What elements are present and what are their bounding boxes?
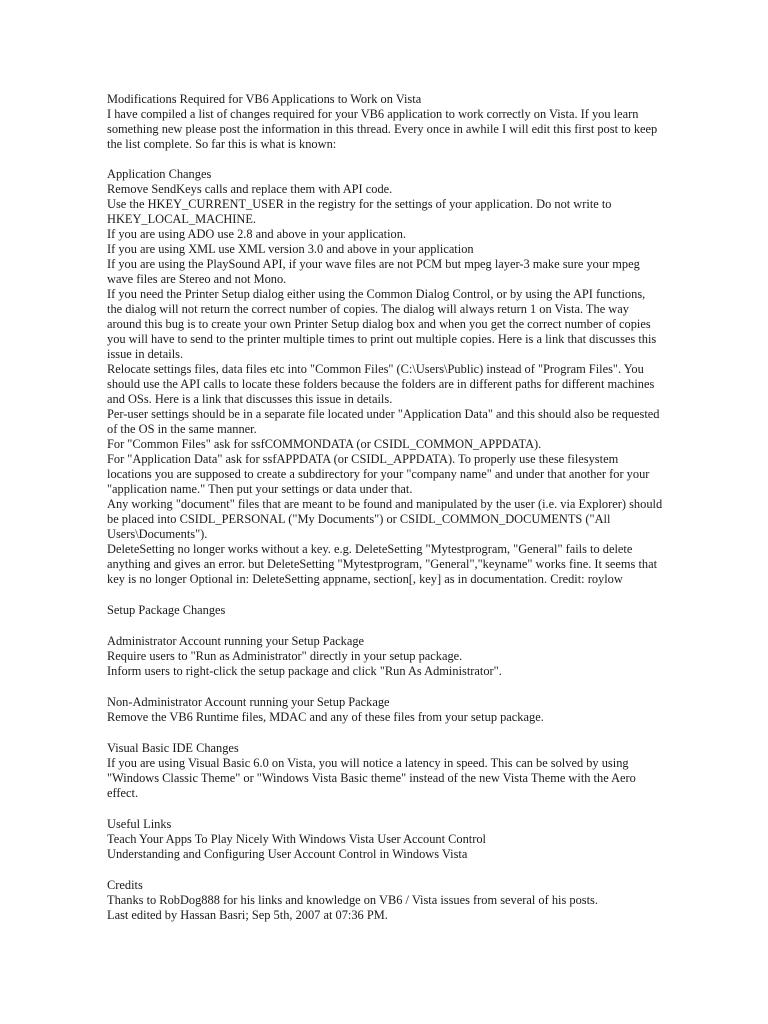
app-change-item: For "Common Files" ask for ssfCOMMONDATA (or CSIDL_COMMON_APPDATA).	[107, 437, 542, 451]
spacer	[107, 679, 663, 695]
app-change-item: Relocate settings files, data files etc into "Common Files" (C:\Users\Public) instead of "Program Files". You should use the API calls to locate these folders because the folders are in different paths for different machines and OSs. Here is a link that discusses this issue in details.	[107, 362, 658, 406]
app-change-item: If you are using the PlaySound API, if your wave files are not PCM but mpeg layer-3 make sure your mpeg wave files are Stereo and not Mono.	[107, 257, 643, 286]
spacer	[107, 618, 663, 634]
document-title: Modifications Required for VB6 Applications to Work on Vista	[107, 92, 422, 106]
app-change-item: DeleteSetting no longer works without a key. e.g. DeleteSetting "Mytestprogram, "General" fails to delete anything and gives an error. but DeleteSetting "Mytestprogram, "General","keyname" works fine. It seems that key is no longer Optional in: DeleteSetting appname, section[, key] as in documentation. Credit: roylow	[107, 542, 661, 586]
section-heading-application-changes: Application Changes	[107, 167, 212, 181]
app-change-item: Remove SendKeys calls and replace them with API code.	[107, 182, 393, 196]
subsection-heading-non-administrator: Non-Administrator Account running your Setup Package	[107, 695, 390, 709]
spacer	[107, 152, 663, 167]
document-body	[107, 92, 666, 923]
app-change-item: For "Application Data" ask for ssfAPPDATA (or CSIDL_APPDATA). To properly use these filesystem locations you are supposed to create a subdirectory for your "company name" and under that another for your "application name." Then put your settings or data under that.	[107, 452, 653, 496]
section-heading-ide-changes: Visual Basic IDE Changes	[107, 741, 239, 755]
last-edited-note: Last edited by Hassan Basri; Sep 5th, 2007 at 07:36 PM.	[107, 908, 388, 922]
useful-link-item: Understanding and Configuring User Account Control in Windows Vista	[107, 847, 468, 861]
ide-item: If you are using Visual Basic 6.0 on Vista, you will notice a latency in speed. This can be solved by using "Windows Classic Theme" or "Windows Vista Basic theme" instead of the new Vista Theme with the Aero effect.	[107, 756, 639, 800]
section-heading-useful-links: Useful Links	[107, 817, 172, 831]
section-heading-setup-package-changes: Setup Package Changes	[107, 603, 226, 617]
nonadmin-item: Remove the VB6 Runtime files, MDAC and any of these files from your setup package.	[107, 710, 544, 724]
app-change-item: If you are using ADO use 2.8 and above in your application.	[107, 227, 407, 241]
admin-item: Inform users to right-click the setup package and click "Run As Administrator".	[107, 664, 502, 678]
credits-item: Thanks to RobDog888 for his links and knowledge on VB6 / Vista issues from several of his posts.	[107, 893, 598, 907]
app-change-item: Any working "document" files that are meant to be found and manipulated by the user (i.e. via Explorer) should be placed into CSIDL_PERSONAL ("My Documents") or CSIDL_COMMON_DOCUMENTS ("All Users\Documents").	[107, 497, 666, 541]
useful-link-item: Teach Your Apps To Play Nicely With Windows Vista User Account Control	[107, 832, 487, 846]
app-change-item: If you are using XML use XML version 3.0 and above in your application	[107, 242, 474, 256]
section-heading-credits: Credits	[107, 878, 143, 892]
intro-paragraph: I have compiled a list of changes required for your VB6 application to work correctly on Vista. If you learn something new please post the information in this thread. Every once in awhile I will edit this first post to keep the list complete. So far this is what is known:	[107, 107, 661, 151]
app-change-item: If you need the Printer Setup dialog either using the Common Dialog Control, or by using the API functions, the dialog will not return the correct number of copies. The dialog will always return 1 on Vista. The way around this bug is to create your own Printer Setup dialog box and when you get the correct number of copies you will have to send to the printer multiple times to print out multiple copies. Here is a link that discusses this issue in details.	[107, 287, 660, 361]
admin-item: Require users to "Run as Administrator" directly in your setup package.	[107, 649, 463, 663]
app-change-item: Per-user settings should be in a separate file located under "Application Data" and this should also be requested of the OS in the same manner.	[107, 407, 663, 436]
spacer	[107, 862, 663, 878]
spacer	[107, 801, 663, 817]
spacer	[107, 587, 663, 603]
app-change-item: Use the HKEY_CURRENT_USER in the registry for the settings of your application. Do not write to HKEY_LOCAL_MACHINE.	[107, 197, 615, 226]
spacer	[107, 725, 663, 741]
subsection-heading-administrator: Administrator Account running your Setup Package	[107, 634, 365, 648]
